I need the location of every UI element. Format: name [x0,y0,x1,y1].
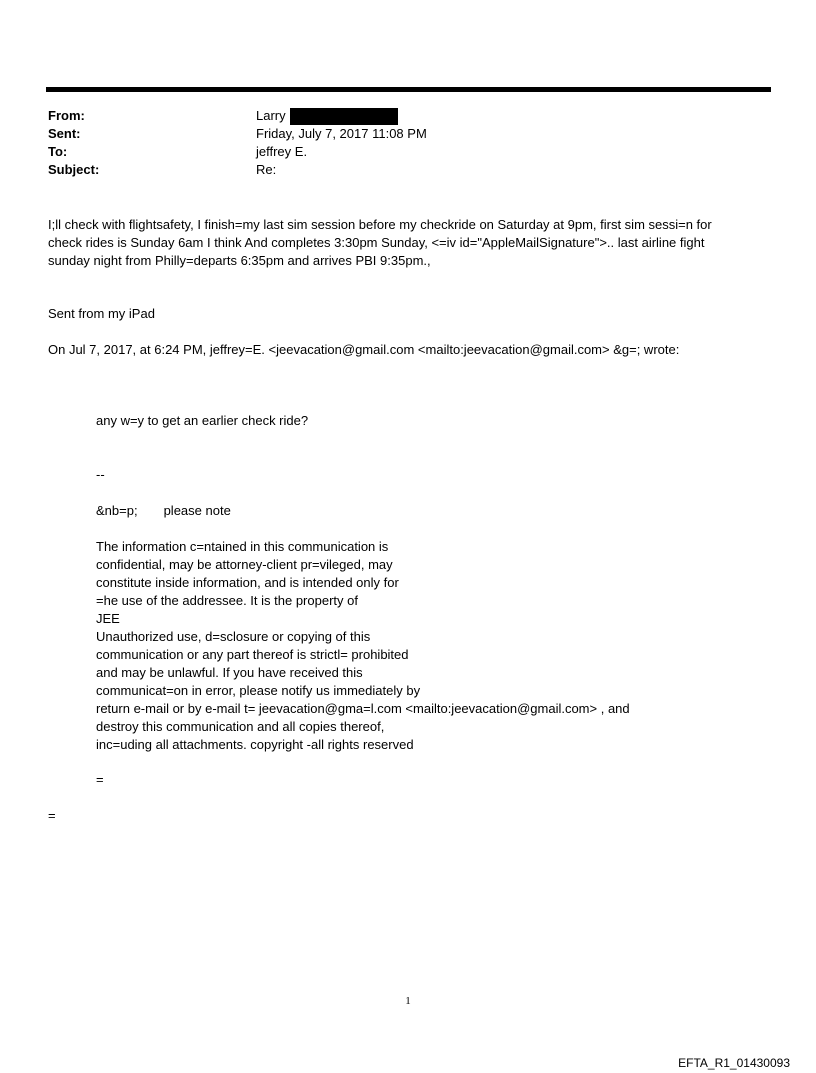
sent-row [48,125,748,143]
subject-value: Re: [256,162,277,177]
note-prefix: &nb=p; [96,503,138,518]
disclaimer-line: return e-mail or by e-mail t= jeevacation@gma=l.com <mailto:jeevacation@gmail.com> , and [96,701,630,716]
disclaimer [96,538,716,754]
message-body [48,216,768,270]
disclaimer-line: destroy this communication and all copies thereof, [96,719,385,734]
body-line: check rides is Sunday 6am I think And completes 3:30pm Sunday, <=iv id="AppleMailSignature">.. last airline fight [48,235,705,250]
disclaimer-line: constitute inside information, and is intended only for [96,575,399,590]
sent-value: Friday, July 7, 2017 11:08 PM [256,126,427,141]
to-row [48,143,748,161]
note-text: please note [163,503,231,518]
sent-from-line: Sent from my iPad [48,306,155,321]
email-header [48,107,748,179]
from-value-wrap [256,107,398,125]
body-line: sunday night from Philly=departs 6:35pm and arrives PBI 9:35pm., [48,253,431,268]
disclaimer-line: JEE [96,611,120,626]
end-marker: = [48,808,56,823]
reply-attribution: On Jul 7, 2017, at 6:24 PM, jeffrey=E. <jeevacation@gmail.com <mailto:jeevacation@gmail.com> &g=; wrote: [48,342,680,357]
top-rule [46,87,771,92]
to-value: jeffrey E. [256,144,308,159]
sent-label: Sent: [48,126,81,141]
body-line: I;ll check with flightsafety, I finish=my last sim session before my checkride on Saturday at 9pm, first sim sessi=n for [48,217,712,232]
from-value: Larry [256,108,286,123]
disclaimer-line: inc=uding all attachments. copyright -all rights reserved [96,737,414,752]
subject-label: Subject: [48,162,100,177]
redaction-box [290,108,398,125]
disclaimer-line: communication or any part thereof is strictl= prohibited [96,647,409,662]
note-line [96,502,716,520]
disclaimer-line: communicat=on in error, please notify us immediately by [96,683,421,698]
disclaimer-line: The information c=ntained in this communication is [96,539,389,554]
disclaimer-line: confidential, may be attorney-client pr=vileged, may [96,557,393,572]
signature-separator: -- [96,467,105,482]
disclaimer-line: =he use of the addressee. It is the property of [96,593,358,608]
from-label: From: [48,108,85,123]
to-label: To: [48,144,68,159]
quoted-trailing-marker: = [96,772,104,787]
disclaimer-line: Unauthorized use, d=sclosure or copying of this [96,629,371,644]
from-row [48,107,748,125]
disclaimer-line: and may be unlawful. If you have received this [96,665,363,680]
quoted-question: any w=y to get an earlier check ride? [96,413,309,428]
document-id: EFTA_R1_01430093 [678,1056,790,1070]
subject-row [48,161,748,179]
page-number: 1 [405,995,411,1007]
